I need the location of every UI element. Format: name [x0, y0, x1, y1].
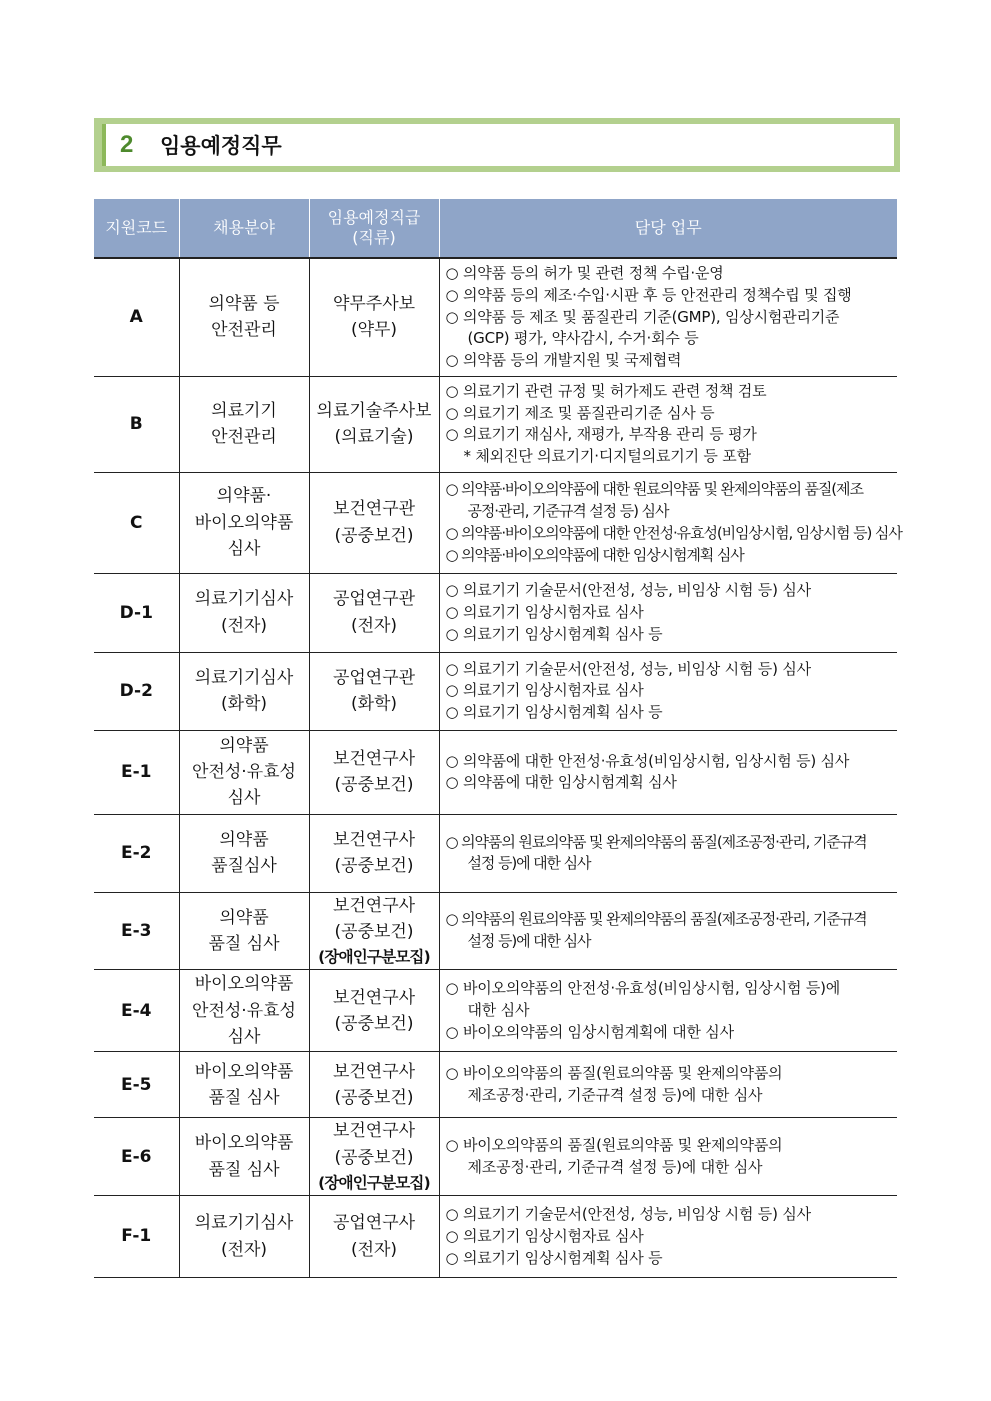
- section-number: 2: [120, 131, 134, 158]
- duty-item: 설정 등)에 대한 심사: [467, 854, 591, 873]
- cell-code: E-6: [94, 1118, 179, 1196]
- field-line: 의약품: [219, 829, 269, 850]
- grade-line: (전자): [350, 615, 398, 636]
- field-line: 품질심사: [211, 856, 277, 877]
- grade-line: (공중보건): [334, 775, 414, 796]
- duty-item: ○ 바이오의약품의 품질(원료의약품 및 완제의약품의: [445, 1136, 783, 1155]
- duty-item: ○ 의료기기 임상시험자료 심사: [445, 681, 644, 700]
- grade-line: 보건연구사: [332, 987, 416, 1008]
- table-row: [94, 1052, 897, 1118]
- header-duties: 담당 업무: [439, 199, 897, 258]
- duty-item: ○ 바이오의약품의 안전성·유효성(비임상시험, 임상시험 등)에: [445, 979, 841, 998]
- header-grade: [309, 199, 439, 258]
- cell-duties: [439, 970, 897, 1052]
- field-line: 의료기기심사: [194, 589, 294, 610]
- cell-duties: [439, 258, 897, 376]
- cell-duties: [439, 1052, 897, 1118]
- cell-grade: [309, 814, 439, 892]
- duty-item: ○ 의료기기 기술문서(안전성, 성능, 비임상 시험 등) 심사: [445, 659, 811, 678]
- grade-line: 보건연구관: [332, 499, 416, 520]
- duty-item: ○ 의료기기 임상시험계획 심사 등: [445, 703, 663, 722]
- grade-line: (공중보건): [334, 922, 414, 943]
- cell-code: B: [94, 376, 179, 472]
- table-row: [94, 1118, 897, 1196]
- duty-item: ○ 의약품에 대한 안전성·유효성(비임상시험, 임상시험 등) 심사: [445, 751, 850, 770]
- cell-field: [179, 376, 309, 472]
- duty-item: ○ 의료기기 기술문서(안전성, 성능, 비임상 시험 등) 심사: [445, 1205, 811, 1224]
- field-line: 심사: [227, 788, 261, 809]
- header-grade-line: (직류): [352, 228, 396, 247]
- cell-field: [179, 1052, 309, 1118]
- grade-line: (공중보건): [334, 1147, 414, 1168]
- header-grade-line: 임용예정직급: [327, 208, 421, 227]
- grade-line: (공중보건): [334, 856, 414, 877]
- duty-item: 제조공정·관리, 기준규격 설정 등)에 대한 심사: [467, 1085, 763, 1104]
- cell-code: E-3: [94, 892, 179, 970]
- cell-grade: [309, 258, 439, 376]
- table-row: [94, 652, 897, 730]
- duty-note: * 체외진단 의료기기·디지털의료기기 등 포함: [463, 447, 751, 465]
- cell-code: E-5: [94, 1052, 179, 1118]
- grade-line: 보건연구사: [332, 829, 416, 850]
- field-line: 의약품·: [216, 486, 272, 507]
- cell-duties: [439, 892, 897, 970]
- duty-item: ○ 바이오의약품의 임상시험계획에 대한 심사: [445, 1022, 734, 1041]
- cell-duties: [439, 652, 897, 730]
- field-line: 의료기기심사: [194, 667, 294, 688]
- duty-item: ○ 의약품 등의 개발지원 및 국제협력: [445, 351, 682, 369]
- duty-item: ○ 의료기기 기술문서(안전성, 성능, 비임상 시험 등) 심사: [445, 581, 811, 600]
- field-line: 안전관리: [211, 427, 277, 448]
- duty-item: ○ 의약품·바이오의약품에 대한 안전성·유효성(비임상시험, 임상시험 등) 심사: [445, 523, 902, 542]
- duty-item: ○ 의료기기 제조 및 품질관리기준 심사 등: [445, 403, 715, 422]
- header-grade-text: [310, 208, 439, 248]
- grade-line: (약무): [350, 320, 398, 341]
- cell-field: [179, 652, 309, 730]
- duty-item: ○ 의약품 등의 허가 및 관련 정책 수립·운영: [445, 264, 724, 282]
- cell-grade: [309, 376, 439, 472]
- field-line: 품질 심사: [208, 1087, 280, 1108]
- table-row: [94, 730, 897, 814]
- duty-item: 대한 심사: [467, 1001, 530, 1020]
- field-line: 바이오의약품: [194, 1133, 294, 1154]
- duty-item: ○ 의약품의 원료의약품 및 완제의약품의 품질(제조공정·관리, 기준규격: [445, 832, 867, 851]
- table-row: [94, 573, 897, 652]
- table-row: [94, 1196, 897, 1278]
- field-line: 의료기기: [211, 400, 277, 421]
- grade-line: (공중보건): [334, 1013, 414, 1034]
- field-line: 바이오의약품: [194, 974, 294, 995]
- table-row: [94, 472, 897, 573]
- table-row: [94, 970, 897, 1052]
- cell-duties: [439, 1196, 897, 1278]
- field-line: (전자): [220, 615, 268, 636]
- cell-grade: [309, 970, 439, 1052]
- grade-line: (화학): [350, 694, 398, 715]
- duty-item: ○ 의료기기 재심사, 재평가, 부작용 관리 등 평가: [445, 425, 757, 444]
- field-line: 품질 심사: [208, 1159, 280, 1180]
- cell-grade: [309, 892, 439, 970]
- header-field: 채용분야: [179, 199, 309, 258]
- section-header: [94, 118, 900, 172]
- duty-item: ○ 의약품의 원료의약품 및 완제의약품의 품질(제조공정·관리, 기준규격: [445, 910, 867, 929]
- grade-line: 공업연구관: [332, 589, 416, 610]
- cell-code: F-1: [94, 1196, 179, 1278]
- duty-item: ○ 의료기기 임상시험자료 심사: [445, 602, 644, 621]
- cell-code: D-1: [94, 573, 179, 652]
- duty-item: ○ 의약품 등의 제조·수입·시판 후 등 안전관리 정책수립 및 집행: [445, 285, 852, 304]
- grade-line: 보건연구사: [332, 1061, 416, 1082]
- grade-line: (장애인구분모집): [318, 948, 430, 967]
- cell-code: E-4: [94, 970, 179, 1052]
- cell-grade: [309, 573, 439, 652]
- cell-field: [179, 970, 309, 1052]
- field-line: 안전성·유효성: [192, 1000, 296, 1021]
- duty-item: ○ 의료기기 관련 규정 및 허가제도 관련 정책 검토: [445, 381, 767, 400]
- table-row: [94, 376, 897, 472]
- cell-field: [179, 573, 309, 652]
- field-line: (전자): [220, 1239, 268, 1260]
- duty-item: ○ 의약품·바이오의약품에 대한 원료의약품 및 완제의약품의 품질(제조: [445, 480, 863, 499]
- field-line: 안전성·유효성: [192, 762, 296, 783]
- grade-line: (공중보건): [334, 525, 414, 546]
- cell-grade: [309, 730, 439, 814]
- grade-line: 의료기술주사보: [316, 400, 432, 421]
- duty-item: 제조공정·관리, 기준규격 설정 등)에 대한 심사: [467, 1157, 763, 1176]
- cell-duties: [439, 814, 897, 892]
- cell-field: [179, 1118, 309, 1196]
- grade-line: 공업연구관: [332, 667, 416, 688]
- field-line: 심사: [227, 1027, 261, 1048]
- field-line: 바이오의약품: [194, 1061, 294, 1082]
- field-line: 의약품: [219, 907, 269, 928]
- cell-grade: [309, 1052, 439, 1118]
- cell-field: [179, 814, 309, 892]
- cell-duties: [439, 730, 897, 814]
- duty-item: ○ 의료기기 임상시험계획 심사 등: [445, 1248, 663, 1267]
- duty-item: ○ 의료기기 임상시험계획 심사 등: [445, 624, 663, 643]
- header-code: 지원코드: [94, 199, 179, 258]
- cell-code: A: [94, 258, 179, 376]
- field-line: 바이오의약품: [194, 512, 294, 533]
- duty-item: ○ 의료기기 임상시험자료 심사: [445, 1226, 644, 1245]
- grade-line: 약무주사보: [332, 294, 416, 315]
- grade-line: (의료기술): [334, 427, 414, 448]
- grade-line: 보건연구사: [332, 895, 416, 916]
- section-header-inner: [102, 124, 894, 166]
- field-line: 품질 심사: [208, 934, 280, 955]
- duty-item: ○ 바이오의약품의 품질(원료의약품 및 완제의약품의: [445, 1064, 783, 1083]
- table-header-row: [94, 199, 897, 258]
- duty-item: ○ 의약품·바이오의약품에 대한 임상시험계획 심사: [445, 545, 744, 564]
- duty-item: ○ 의약품 등 제조 및 품질관리 기준(GMP), 임상시험관리기준: [445, 307, 840, 326]
- grade-line: (전자): [350, 1239, 398, 1260]
- cell-code: E-2: [94, 814, 179, 892]
- cell-duties: [439, 472, 902, 573]
- field-line: 의약품: [219, 735, 269, 756]
- cell-code: C: [94, 472, 179, 573]
- grade-line: 보건연구사: [332, 748, 416, 769]
- job-duty-table: [94, 199, 902, 1278]
- cell-field: [179, 1196, 309, 1278]
- table-row: [94, 814, 897, 892]
- section-title: 임용예정직무: [160, 134, 282, 158]
- grade-line: 보건연구사: [332, 1121, 416, 1142]
- field-line: 의약품 등: [208, 294, 280, 315]
- cell-grade: [309, 1196, 439, 1278]
- duty-item: 공정·관리, 기준규격 설정 등) 심사: [467, 502, 669, 520]
- table-row: [94, 892, 897, 970]
- grade-line: 공업연구사: [332, 1213, 416, 1234]
- cell-field: [179, 892, 309, 970]
- cell-grade: [309, 652, 439, 730]
- field-line: 의료기기심사: [194, 1213, 294, 1234]
- grade-line: (공중보건): [334, 1087, 414, 1108]
- cell-duties: [439, 573, 897, 652]
- table-row: [94, 258, 897, 376]
- cell-field: [179, 730, 309, 814]
- grade-line: (장애인구분모집): [318, 1174, 430, 1193]
- cell-grade: [309, 1118, 439, 1196]
- cell-field: [179, 258, 309, 376]
- cell-duties: [439, 376, 897, 472]
- duty-item: 설정 등)에 대한 심사: [467, 932, 591, 951]
- duty-item: ○ 의약품에 대한 임상시험계획 심사: [445, 773, 677, 792]
- field-line: 안전관리: [211, 320, 277, 341]
- cell-code: D-2: [94, 652, 179, 730]
- field-line: 심사: [227, 538, 261, 559]
- cell-grade: [309, 472, 439, 573]
- cell-duties: [439, 1118, 897, 1196]
- cell-code: E-1: [94, 730, 179, 814]
- cell-field: [179, 472, 309, 573]
- duty-item: (GCP) 평가, 약사감시, 수거·회수 등: [467, 329, 699, 348]
- field-line: (화학): [220, 694, 268, 715]
